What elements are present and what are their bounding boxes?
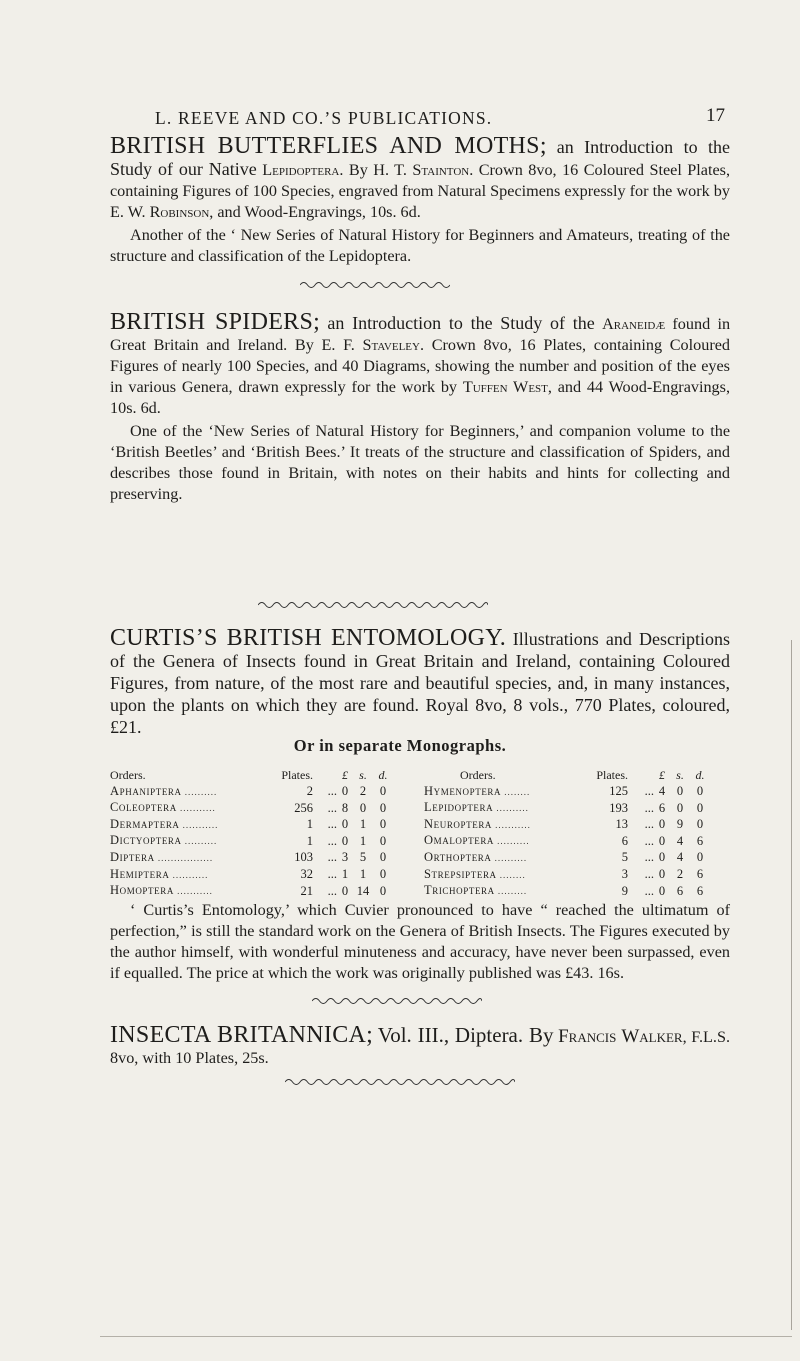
order-plates: 2 — [306, 784, 313, 799]
spiders-price: , and 44 Wood-Engravings, 10s. 6d. — [110, 378, 730, 417]
table-row: Lepidoptera .......... 193 ... 6 0 0 — [424, 800, 710, 817]
divider-wave — [312, 996, 482, 1006]
insecta-vol: Vol. III., Diptera. By — [377, 1023, 554, 1047]
order-pounds: 0 — [341, 883, 349, 898]
order-plates: 9 — [621, 883, 628, 898]
order-name: Homoptera — [110, 883, 174, 898]
divider-wave — [258, 600, 488, 610]
order-pence: 6 — [696, 833, 704, 848]
insecta-entry — [110, 1022, 731, 1069]
order-shillings: 0 — [359, 800, 367, 815]
insecta-rest: , F.L.S. 8vo, with 10 Plates, 25s. — [110, 1028, 731, 1067]
curtis-entry — [110, 625, 730, 739]
table-row: Homoptera ........... 21 ... 0 14 0 — [110, 883, 393, 900]
order-shillings: 6 — [676, 883, 684, 898]
order-plates: 21 — [300, 883, 313, 898]
monographs-heading: Or in separate Monographs. — [293, 736, 507, 755]
col-plates: Plates. — [281, 768, 313, 782]
spiders-desc: . Crown 8vo, 16 Plates, containing Coloured Figures of nearly 100 Species, and 40 Diagrams, showing the number and position of the eyes in various Genera, drawn expressly for the work by — [110, 336, 730, 396]
col-orders: Orders. — [460, 768, 496, 782]
table-row: Coleoptera ........... 256 ... 8 0 0 — [110, 800, 393, 817]
order-plates: 3 — [621, 867, 628, 882]
butterflies-lepidoptera: Lepidoptera — [262, 161, 340, 179]
order-pence: 0 — [696, 817, 704, 832]
order-pounds: 0 — [658, 867, 666, 882]
table-row: Dermaptera ........... 1 ... 0 1 0 — [110, 817, 393, 834]
order-pounds: 0 — [658, 883, 666, 898]
page-number: 17 — [706, 105, 725, 126]
butterflies-title: BRITISH BUTTERFLIES AND MOTHS; — [110, 133, 547, 159]
table-header-row — [424, 768, 710, 784]
spiders-note: One of the ‘New Series of Natural History for Beginners,’ and companion volume to the ‘British Beetles’ and ‘British Bees.’ It treats of the structure and classification of Spiders, and describes those found in Britain, with notes on their habits and hints for collecting and preserving. — [110, 422, 730, 503]
order-name: Hymenoptera — [424, 783, 502, 798]
order-pounds: 0 — [658, 850, 666, 865]
order-name: Strepsiptera — [424, 866, 497, 881]
col-shillings: s. — [359, 768, 367, 782]
col-pounds: £ — [342, 768, 348, 782]
spiders-araneidae: Araneidæ — [602, 315, 666, 333]
col-pence: d. — [378, 768, 388, 782]
spiders-found: found in Great Britain and Ireland. By E. F. — [110, 315, 731, 354]
order-shillings: 0 — [676, 800, 684, 815]
order-plates: 103 — [294, 850, 313, 865]
order-plates: 256 — [294, 800, 313, 815]
order-name: Orthoptera — [424, 849, 492, 864]
butterflies-desc: . Crown 8vo, 16 Coloured Steel Plates, containing Figures of 100 Species, engraved from Natural Specimens expressly for the work by E. W. — [110, 161, 731, 221]
order-pence: 0 — [379, 883, 387, 898]
spiders-artist: Tuffen West — [462, 378, 548, 396]
table-row: Hemiptera ........... 32 ... 1 1 0 — [110, 867, 393, 884]
order-name: Omaloptera — [424, 833, 495, 848]
spiders-title: BRITISH SPIDERS; — [110, 309, 321, 335]
order-pence: 6 — [696, 867, 704, 882]
table-row: Trichoptera ......... 9 ... 0 6 6 — [424, 883, 710, 900]
curtis-text: Illustrations and Descriptions of the Genera of Insects found in Great Britain and Ireland, containing Coloured Figures, from nature, of the most rare and beautiful species, and, in many instances, upon the plants on which they are found. Royal 8vo, 8 vols., 770 Plates, coloured, £21. — [110, 629, 730, 737]
orders-table-right — [424, 768, 710, 900]
order-pence: 0 — [379, 817, 387, 832]
col-pence: d. — [695, 768, 705, 782]
order-plates: 13 — [615, 817, 628, 832]
order-shillings: 1 — [359, 817, 367, 832]
table-row: Hymenoptera ........ 125 ... 4 0 0 — [424, 784, 710, 801]
orders-table-left — [110, 768, 393, 900]
order-shillings: 2 — [359, 784, 367, 799]
butterflies-artist: Robinson — [149, 203, 210, 221]
butterflies-note: Another of the ‘ New Series of Natural History for Beginners and Amateurs, treating of the structure and classification of the Lepidoptera. — [110, 226, 730, 265]
running-head — [155, 105, 725, 129]
order-pounds: 0 — [341, 833, 349, 848]
order-shillings: 14 — [356, 883, 370, 898]
order-name: Coleoptera — [110, 800, 177, 815]
order-pence: 0 — [696, 800, 704, 815]
order-shillings: 9 — [676, 817, 684, 832]
order-name: Trichoptera — [424, 883, 495, 898]
order-shillings: 5 — [359, 850, 367, 865]
curtis-quote-block — [110, 900, 730, 984]
order-pounds: 1 — [341, 867, 349, 882]
order-shillings: 2 — [676, 867, 684, 882]
divider-wave — [300, 280, 450, 290]
table-row: Neuroptera ........... 13 ... 0 9 0 — [424, 817, 710, 834]
order-plates: 32 — [300, 867, 313, 882]
curtis-title: CURTIS’S BRITISH ENTOMOLOGY. — [110, 625, 507, 651]
order-plates: 193 — [609, 800, 628, 815]
order-name: Dermaptera — [110, 816, 180, 831]
running-title: L. REEVE AND CO.’S PUBLICATIONS. — [155, 108, 493, 128]
insecta-title: INSECTA BRITANNICA; — [110, 1022, 374, 1048]
butterflies-author: Stainton — [412, 161, 470, 179]
order-plates: 5 — [621, 850, 628, 865]
col-pounds: £ — [659, 768, 665, 782]
order-pounds: 4 — [658, 784, 666, 799]
table-row: Dictyoptera .......... 1 ... 0 1 0 — [110, 833, 393, 850]
butterflies-by: . By H. T. — [339, 161, 407, 179]
order-pounds: 8 — [341, 800, 349, 815]
order-pounds: 6 — [658, 800, 666, 815]
table-row: Omaloptera .......... 6 ... 0 4 6 — [424, 833, 710, 850]
table-row: Diptera ................. 103 ... 3 5 0 — [110, 850, 393, 867]
order-pounds: 0 — [658, 817, 666, 832]
order-pounds: 0 — [658, 833, 666, 848]
curtis-quote: ‘ Curtis’s Entomology,’ which Cuvier pronounced to have “ reached the ultimatum of perfection,” is still the standard work on the Genera of British Insects. The Figures executed by the author himself, with wonderful minuteness and accuracy, have never been surpassed, even if equalled. The price at which the work was originally published was £43. 16s. — [110, 901, 730, 982]
order-shillings: 4 — [676, 833, 684, 848]
order-plates: 1 — [306, 833, 313, 848]
table-row: Aphaniptera .......... 2 ... 0 2 0 — [110, 784, 393, 801]
table-header-row — [110, 768, 393, 784]
butterflies-price: , and Wood-Engravings, 10s. 6d. — [209, 203, 421, 221]
col-orders: Orders. — [110, 768, 146, 782]
order-plates: 125 — [609, 784, 628, 799]
order-pence: 0 — [696, 784, 704, 799]
order-shillings: 1 — [359, 867, 367, 882]
order-shillings: 1 — [359, 833, 367, 848]
order-plates: 1 — [306, 817, 313, 832]
spiders-lead: an Introduction to the Study of the — [327, 313, 595, 333]
order-shillings: 4 — [676, 850, 684, 865]
butterflies-lead: an Introduction to the Study of our Native — [110, 137, 730, 179]
butterflies-entry — [110, 133, 731, 267]
insecta-author: Francis Walker — [558, 1026, 683, 1047]
page-edge-rule-bottom — [100, 1336, 792, 1337]
order-pence: 0 — [696, 850, 704, 865]
order-name: Neuroptera — [424, 816, 493, 831]
spiders-author: Staveley — [362, 336, 420, 354]
order-plates: 6 — [621, 833, 628, 848]
order-name: Aphaniptera — [110, 783, 182, 798]
order-name: Lepidoptera — [424, 800, 494, 815]
order-pence: 0 — [379, 784, 387, 799]
order-pounds: 0 — [341, 817, 349, 832]
order-pence: 0 — [379, 867, 387, 882]
order-pence: 6 — [696, 883, 704, 898]
spiders-entry — [110, 309, 731, 505]
table-row: Orthoptera .......... 5 ... 0 4 0 — [424, 850, 710, 867]
order-pence: 0 — [379, 800, 387, 815]
table-row: Strepsiptera ........ 3 ... 0 2 6 — [424, 867, 710, 884]
divider-wave — [285, 1077, 515, 1087]
order-pence: 0 — [379, 833, 387, 848]
order-pence: 0 — [379, 850, 387, 865]
col-shillings: s. — [676, 768, 684, 782]
order-pounds: 0 — [341, 784, 349, 799]
order-name: Hemiptera — [110, 866, 170, 881]
order-shillings: 0 — [676, 784, 684, 799]
order-name: Diptera — [110, 849, 155, 864]
col-plates: Plates. — [596, 768, 628, 782]
order-name: Dictyoptera — [110, 833, 182, 848]
order-pounds: 3 — [341, 850, 349, 865]
